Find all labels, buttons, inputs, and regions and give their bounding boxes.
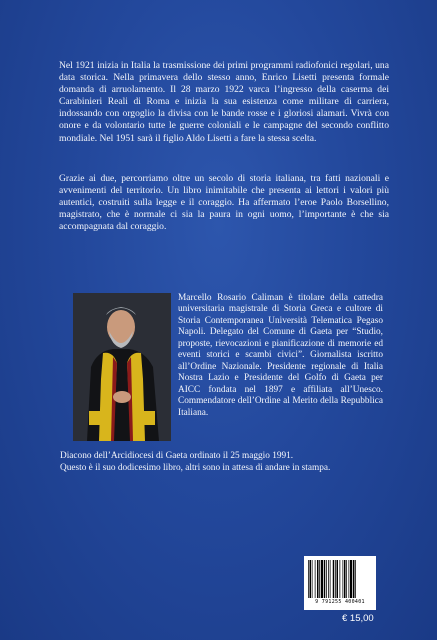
isbn-barcode	[304, 556, 376, 610]
books-line: Questo è il suo dodicesimo libro, altri sono in attesa di andare in stampa.	[60, 462, 331, 473]
author-photo	[73, 293, 171, 441]
deacon-line: Diacono dell’Arcidiocesi di Gaeta ordinato il 25 maggio 1991.	[60, 451, 294, 461]
blurb-paragraph-1: Nel 1921 inizia in Italia la trasmissione dei primi programmi radiofonici regolari, una data storica. Nella primavera dello stesso anno, Enrico Lisetti presenta formale domanda di arruolamento. Il 28 marzo 1922 varca l’ingresso della caserma dei Carabinieri Reali di Roma e inizia la sua esistenza come militare di carriera, indossando con orgoglio la divisa con le bande rosse e i gloriosi alamari. Vivrà con onore e da volontario tutte le guerre coloniali e le campagne del secondo conflitto mondiale. Nel 1951 sarà il figlio Aldo Lisetti a fare la stessa scelta.	[59, 60, 389, 144]
price-label: € 15,00	[342, 613, 374, 624]
blurb-paragraph-2: Grazie ai due, percorriamo oltre un secolo di storia italiana, tra fatti nazionali e avvenimenti del territorio. Un libro inimitabile che presenta ai lettori i valori più autentici, costruiti sulla legge e il coraggio. Ha affermato l’eroe Paolo Borsellino, magistrato, che è normale ci sia la paura in ogni uomo, l’importante è che sia accompagnata dal coraggio.	[59, 173, 389, 233]
barcode-number: 9 791255 400401	[315, 599, 365, 605]
author-bio: Marcello Rosario Caliman è titolare della cattedra universitaria magistrale di Storia Greca e cultore di Storia Contemporanea Università Telematica Pegaso Napoli. Delegato del Comune di Gaeta per “Studio, proposte, rievocazioni e pianificazione di memorie ed eventi storici e scambi civici”. Giornalista iscritto all’Ordine Nazionale. Presidente regionale di Italia Nostra Lazio e Presidente del Golfo di Gaeta per AICC fondata nel 1897 e affiliata all’Unesco. Commendatore dell’Ordine al Merito della Repubblica Italiana.	[178, 293, 383, 418]
author-bio-tail	[60, 451, 390, 474]
barcode-bars	[308, 560, 372, 598]
